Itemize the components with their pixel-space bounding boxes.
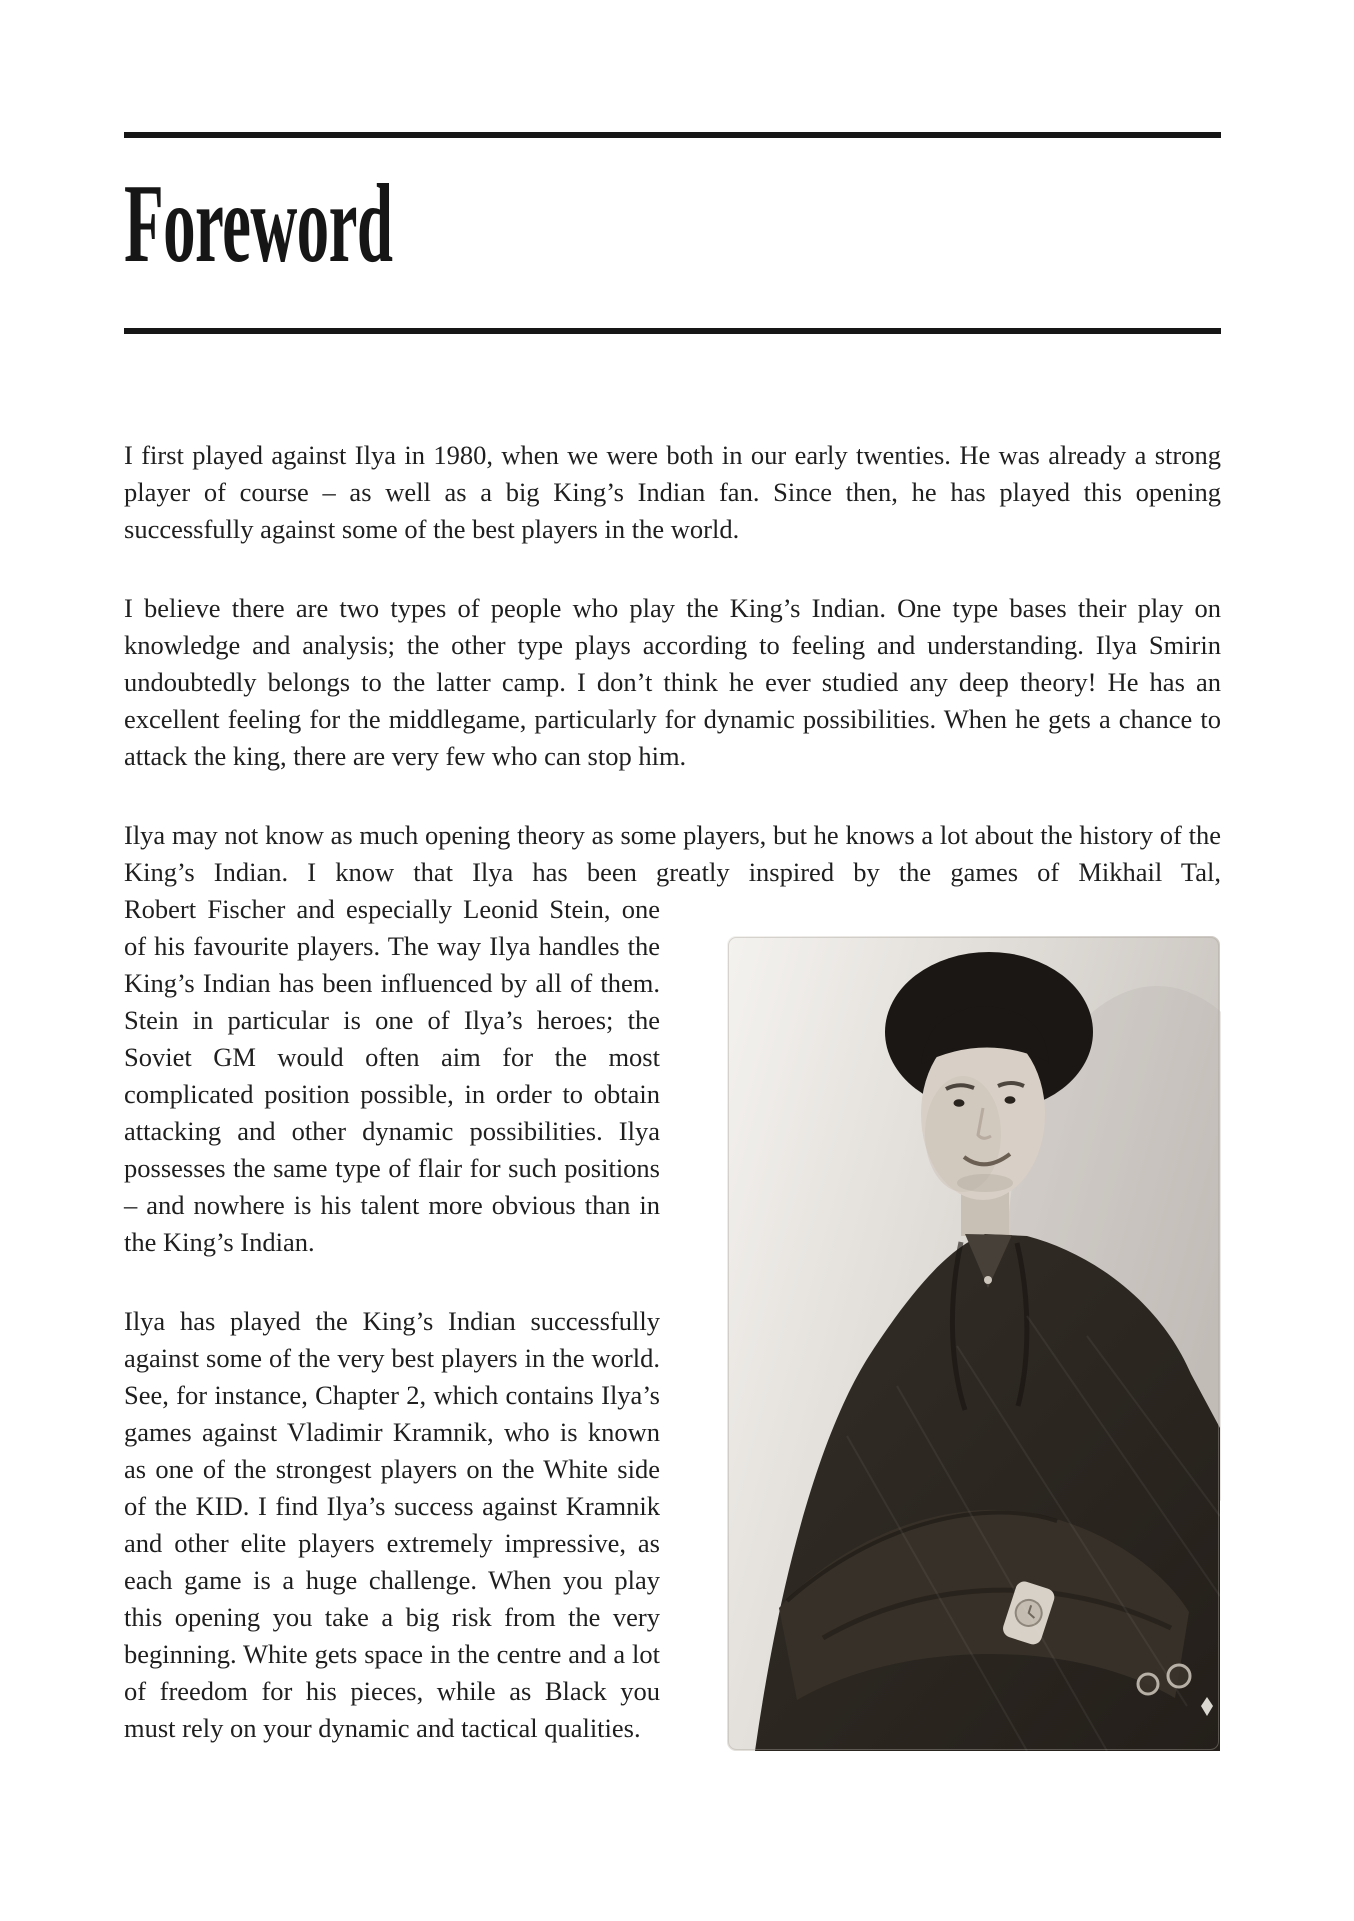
paragraph-4: Ilya has played the King’s Indian successfully against some of the very best players in the world. See, for instance, Chapter 2, which contains Ilya’s games against Vladimir Kramnik, who is known as one of the strongest players on the White side of the KID. I find Ilya’s success against Kramnik and other elite players extremely impressive, as each game is a huge challenge. When you play this opening you take a big risk from the very beginning. White gets space in the centre and a lot of freedom for his pieces, while as Black you must rely on your dynamic and tactical qualities. bbox=[124, 1306, 660, 1743]
top-rule bbox=[124, 132, 1221, 138]
portrait-photo bbox=[726, 891, 1221, 1751]
page-title: Foreword bbox=[124, 162, 393, 286]
paragraph-1: I first played against Ilya in 1980, when we were both in our early twenties. He was already a strong player of course – as well as a big King’s Indian fan. Since then, he has played this opening successfully against some of the best players in the world. bbox=[124, 440, 1221, 544]
portrait-photo-illustration bbox=[726, 936, 1221, 1751]
paragraph-3-intro: Ilya may not know as much opening theory as some players, but he knows a lot about the history of the King’s Indian. I know that Ilya has been greatly inspired by the games of Mikhail Tal, bbox=[124, 820, 1221, 887]
paragraph-2: I believe there are two types of people who play the King’s Indian. One type bases their play on knowledge and analysis; the other type plays according to feeling and understanding. Ilya Smirin undoubtedly belongs to the latter camp. I don’t think he ever studied any deep theory! He has an excellent feeling for the middlegame, particularly for dynamic possibilities. When he gets a chance to attack the king, there are very few who can stop him. bbox=[124, 593, 1221, 771]
foreword-text-block bbox=[124, 334, 1221, 1747]
paragraph-3-continued: Robert Fischer and especially Leonid Stein, one of his favourite players. The way Ilya handles the King’s Indian has been influenced by all of them. Stein in particular is one of Ilya’s heroes; the Soviet GM would often aim for the most complicated position possible, in order to obtain attacking and other dynamic possibilities. Ilya possesses the same type of flair for such positions – and nowhere is his talent more obvious than in the King’s Indian. bbox=[124, 894, 660, 1257]
